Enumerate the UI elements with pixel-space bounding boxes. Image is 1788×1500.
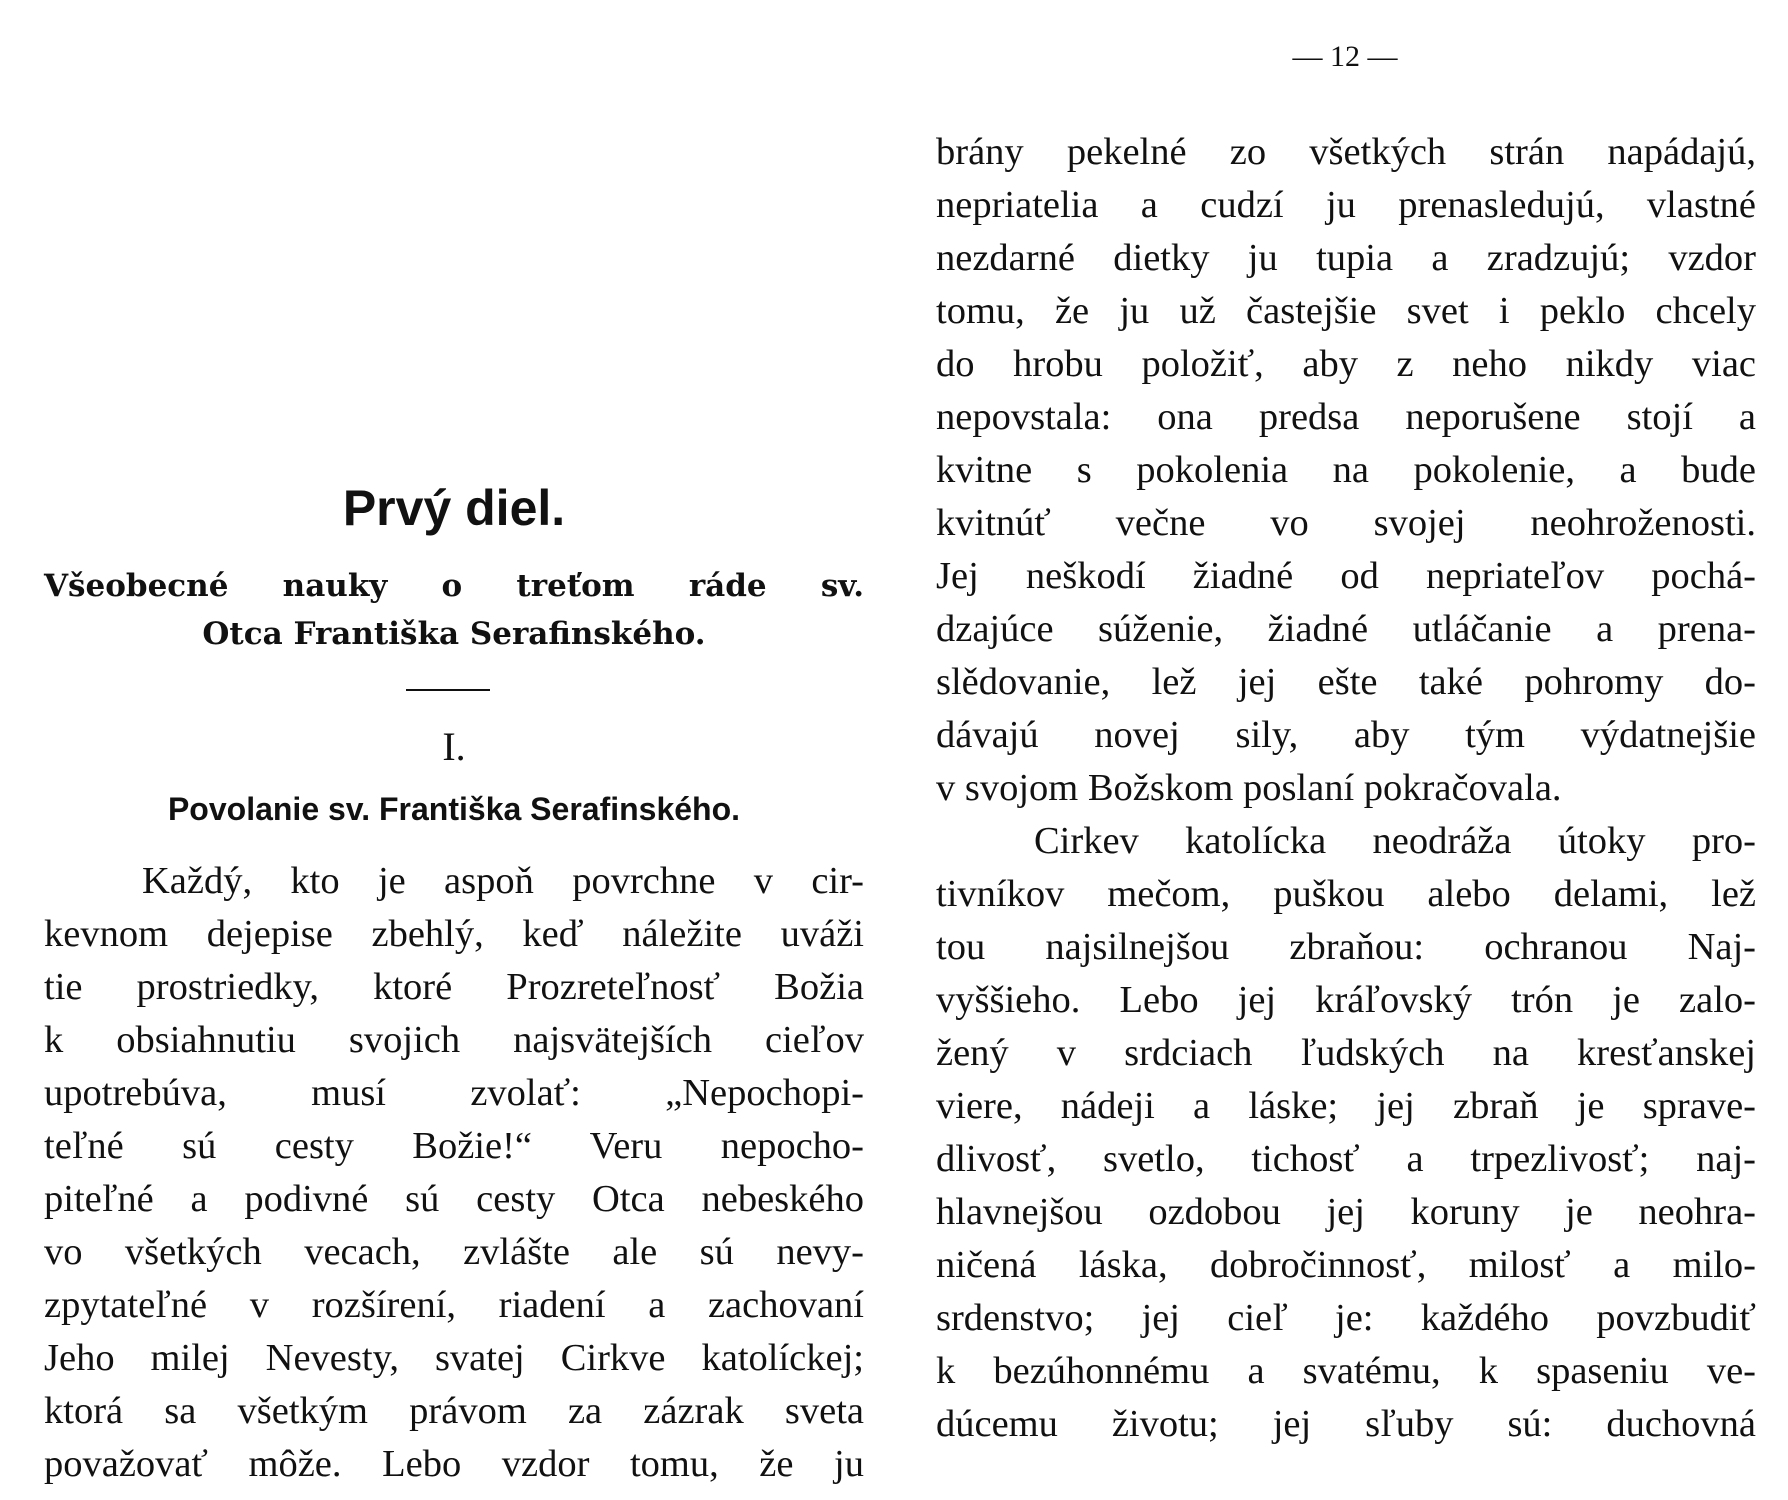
text-line: tivníkov mečom, puškou alebo delami, lež	[936, 873, 1756, 915]
text-line: slědovanie, lež jej ešte také pohromy do-	[936, 661, 1756, 703]
text-line: zpytateľné v rozšírení, riadení a zachovaní	[44, 1284, 864, 1326]
text-line: nezdarné dietky ju tupia a zradzujú; vzdor	[936, 237, 1756, 279]
text-line: vo všetkých vecach, zvlášte ale sú nevy-	[44, 1231, 864, 1273]
text-line: k bezúhonnému a svatému, k spaseniu ve-	[936, 1350, 1756, 1392]
part-subtitle	[44, 562, 864, 658]
text-line: srdenstvo; jej cieľ je: každého povzbudiť	[936, 1297, 1756, 1339]
text-line: do hrobu položiť, aby z neho nikdy viac	[936, 343, 1756, 385]
text-line: hlavnejšou ozdobou jej koruny je neohra-	[936, 1191, 1756, 1233]
page-number: — 12 —	[1292, 40, 1398, 73]
part-title: Prvý diel.	[342, 480, 566, 536]
text-line: k obsiahnutiu svojich najsvätejších cieľov	[44, 1019, 864, 1061]
text-line: tou najsilnejšou zbraňou: ochranou Naj-	[936, 926, 1756, 968]
text-line: nepriatelia a cudzí ju prenasledujú, vlastné	[936, 184, 1756, 226]
text-line: považovať môže. Lebo vzdor tomu, že ju	[44, 1443, 864, 1485]
text-line: tie prostriedky, ktoré Prozreteľnosť Božia	[44, 966, 864, 1008]
text-line: dúcemu životu; jej sľuby sú: duchovná	[936, 1403, 1756, 1445]
text-line: žený v srdciach ľudských na kresťanskej	[936, 1032, 1756, 1074]
text-line: Jej neškodí žiadné od nepriateľov pochá-	[936, 555, 1756, 597]
text-line: viere, nádeji a láske; jej zbraň je sprave-	[936, 1085, 1756, 1127]
section-divider	[406, 689, 490, 691]
text-line: Cirkev katolícka neodráža útoky pro-	[1034, 820, 1756, 862]
text-line: v svojom Božskom poslaní pokračovala.	[936, 767, 1562, 809]
text-line: tomu, že ju už častejšie svet i peklo chcely	[936, 290, 1756, 332]
text-line: dávajú novej sily, aby tým výdatnejšie	[936, 714, 1756, 756]
subtitle-line-1: Všeobecné nauky o treťom ráde sv.	[44, 568, 864, 604]
text-line: vyššieho. Lebo jej kráľovský trón je zalo-	[936, 979, 1756, 1021]
text-line: Jeho milej Nevesty, svatej Cirkve katolíckej;	[44, 1337, 864, 1379]
chapter-title: Povolanie sv. Františka Serafinského.	[167, 791, 741, 827]
text-line: teľné sú cesty Božie!“ Veru nepocho-	[44, 1125, 864, 1167]
text-line: upotrebúva, musí zvolať: „Nepochopi-	[44, 1072, 864, 1114]
text-line: ničená láska, dobročinnosť, milosť a milo-	[936, 1244, 1756, 1286]
text-line: kvitnúť večne vo svojej neohroženosti.	[936, 502, 1756, 544]
text-line: nepovstala: ona predsa neporušene stojí a	[936, 396, 1756, 438]
text-line: piteľné a podivné sú cesty Otca nebeského	[44, 1178, 864, 1220]
text-line: brány pekelné zo všetkých strán napádajú,	[936, 131, 1756, 173]
right-column-text	[936, 126, 1756, 1451]
left-column-text	[44, 855, 864, 1491]
text-line: dzajúce súženie, žiadné utláčanie a prena-	[936, 608, 1756, 650]
subtitle-line-2: Otca Františka Serafinského.	[202, 616, 706, 652]
chapter-number: I.	[442, 724, 466, 769]
text-line: kevnom dejepise zbehlý, keď náležite uváži	[44, 913, 864, 955]
text-line: dlivosť, svetlo, tichosť a trpezlivosť; naj-	[936, 1138, 1756, 1180]
text-line: kvitne s pokolenia na pokolenie, a bude	[936, 449, 1756, 491]
text-line: ktorá sa všetkým právom za zázrak sveta	[44, 1390, 864, 1432]
text-line: Každý, kto je aspoň povrchne v cir-	[142, 860, 864, 902]
